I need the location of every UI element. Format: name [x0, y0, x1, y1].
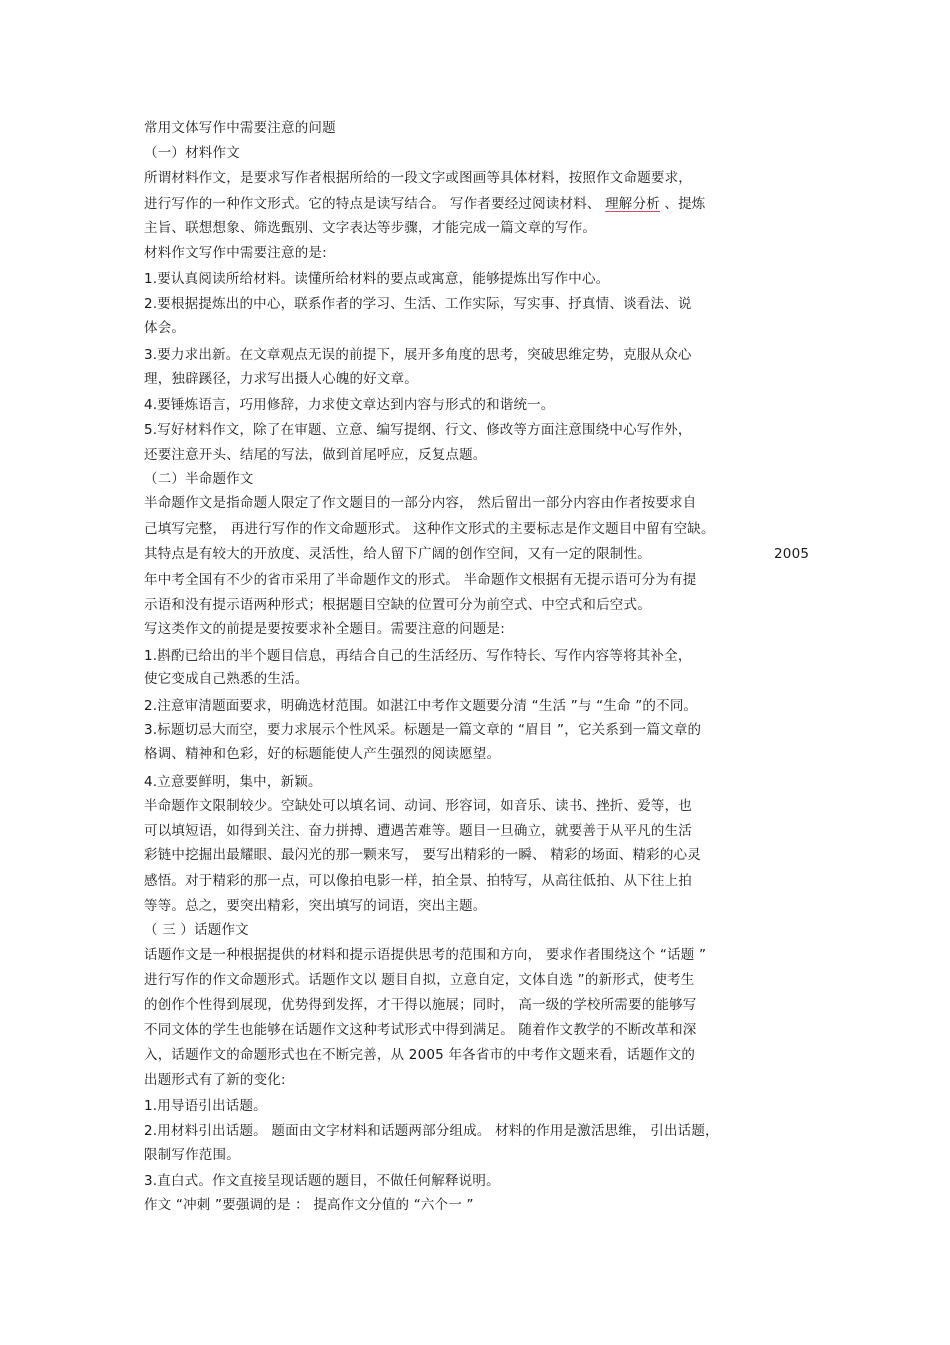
list-item: 4.立意要鲜明，集中，新颖。	[144, 774, 322, 790]
paragraph-line: 己填写完整， 再进行写作的作文命题形式。 这种作文形式的主要标志是作文题目中留有空缺。	[144, 521, 715, 537]
list-item: 1.要认真阅读所给材料。读懂所给材料的要点或寓意，能够提炼出写作中心。	[144, 271, 610, 287]
paragraph-line: 作文 “冲刺 ”要强调的是 ： 提高作文分值的 “六个一 ”	[144, 1197, 474, 1213]
list-item-continued: 理，独辟蹊径，力求写出摄人心魄的好文章。	[144, 371, 418, 387]
list-item: 2.用材料引出话题。 题面由文字材料和话题两部分组成。 材料的作用是激活思维， 引出话题，	[144, 1123, 719, 1139]
list-item: 2.注意审清题面要求，明确选材范围。如湛江中考作文题要分清 “生活 ”与 “生命 ”的不同。	[144, 698, 698, 714]
paragraph-line: 材料作文写作中需要注意的是:	[144, 245, 327, 261]
paragraph-line: 半命题作文限制较少。空缺处可以填名词、动词、形容词，如音乐、读书、挫折、爱等，也	[144, 798, 692, 814]
list-item: 3.直白式。作文直接呈现话题的题目，不做任何解释说明。	[144, 1173, 500, 1189]
text-run: 进行写作的一种作文形式。它的特点是读写结合。 写作者要经过阅读材料、	[144, 196, 601, 212]
list-item: 1.斟酌已给出的半个题目信息，再结合自己的生活经历、写作特长、写作内容等将其补全，	[144, 648, 692, 664]
list-item-continued: 限制写作范围。	[144, 1147, 240, 1163]
paragraph-line: 感悟。对于精彩的那一点，可以像拍电影一样，拍全景、拍特写，从高往低拍、从下往上拍	[144, 873, 692, 889]
paragraph-line: 进行写作的作文命题形式。话题作文以 题目自拟，立意自定，文体自选 ”的新形式，使考生	[144, 972, 695, 988]
section-heading-topic: （ 三 ）话题作文	[144, 922, 249, 938]
paragraph-line: 年中考全国有不少的省市采用了半命题作文的形式。 半命题作文根据有无提示语可分为有提	[144, 572, 697, 588]
text-run: 、提炼	[664, 196, 706, 212]
paragraph-line: 的创作个性得到展现，优势得到发挥，才干得以施展；同时， 高一级的学校所需要的能够写	[144, 997, 697, 1013]
paragraph-line: 入，话题作文的命题形式也在不断完善，从 2005 年各省市的中考作文题来看，话题作文的	[144, 1047, 696, 1063]
paragraph-line: 其特点是有较大的开放度、灵活性，给人留下广阔的创作空间，又有一定的限制性。	[144, 546, 651, 562]
highlighted-phrase: 理解分析	[605, 196, 660, 212]
list-item-continued: 格调、精神和色彩，好的标题能使人产生强烈的阅读愿望。	[144, 746, 501, 762]
list-item: 3.要力求出新。在文章观点无误的前提下，展开多角度的思考，突破思维定势，克服从众心	[144, 347, 692, 363]
paragraph-line: 话题作文是一种根据提供的材料和提示语提供思考的范围和方向， 要求作者围绕这个 “话题 ”	[144, 947, 707, 963]
paragraph-line: 出题形式有了新的变化:	[144, 1072, 286, 1088]
paragraph-line: 等等。总之，要突出精彩，突出填写的词语，突出主题。	[144, 898, 487, 914]
paragraph-line: 不同文体的学生也能够在话题作文这种考试形式中得到满足。 随着作文教学的不断改革和深	[144, 1022, 697, 1038]
paragraph-line	[144, 195, 706, 213]
list-item: 5.写好材料作文，除了在审题、立意、编写提纲、行文、修改等方面注意围绕中心写作外，	[144, 422, 692, 438]
list-item-continued: 还要注意开头、结尾的写法，做到首尾呼应，反复点题。	[144, 447, 487, 463]
paragraph-line: 写这类作文的前提是要按要求补全题目。需要注意的问题是:	[144, 621, 505, 637]
paragraph-line: 示语和没有提示语两种形式；根据题目空缺的位置可分为前空式、中空式和后空式。	[144, 597, 651, 613]
list-item-continued: 使它变成自己熟悉的生活。	[144, 671, 309, 687]
year-text: 2005	[774, 546, 810, 562]
list-item: 3.标题切忌大而空，要力求展示个性风采。标题是一篇文章的 “眉目 ”，它关系到一篇文章的	[144, 722, 702, 738]
list-item: 2.要根据提炼出的中心，联系作者的学习、生活、工作实际，写实事、抒真情、谈看法、说	[144, 296, 692, 312]
list-item-continued: 体会。	[144, 320, 186, 336]
paragraph-line: 所谓材料作文，是要求写作者根据所给的一段文字或图画等具体材料，按照作文命题要求，	[144, 170, 692, 186]
paragraph-line: 半命题作文是指命题人限定了作文题目的一部分内容， 然后留出一部分内容由作者按要求自	[144, 495, 697, 511]
list-item: 4.要锤炼语言，巧用修辞，力求使文章达到内容与形式的和谐统一。	[144, 397, 555, 413]
paragraph-line: 主旨、联想想象、筛选甄别、文字表达等步骤，才能完成一篇文章的写作。	[144, 220, 597, 236]
document-title: 常用文体写作中需要注意的问题	[144, 120, 336, 136]
list-item: 1.用导语引出话题。	[144, 1098, 267, 1114]
paragraph-line: 彩链中挖掘出最耀眼、最闪光的那一颗来写， 要写出精彩的一瞬、 精彩的场面、精彩的心灵	[144, 847, 701, 863]
section-heading-material: （一）材料作文	[144, 145, 240, 161]
section-heading-half-title: （二）半命题作文	[144, 471, 254, 487]
paragraph-line: 可以填短语，如得到关注、奋力拼搏、遭遇苦难等。题目一旦确立，就要善于从平凡的生活	[144, 823, 692, 839]
